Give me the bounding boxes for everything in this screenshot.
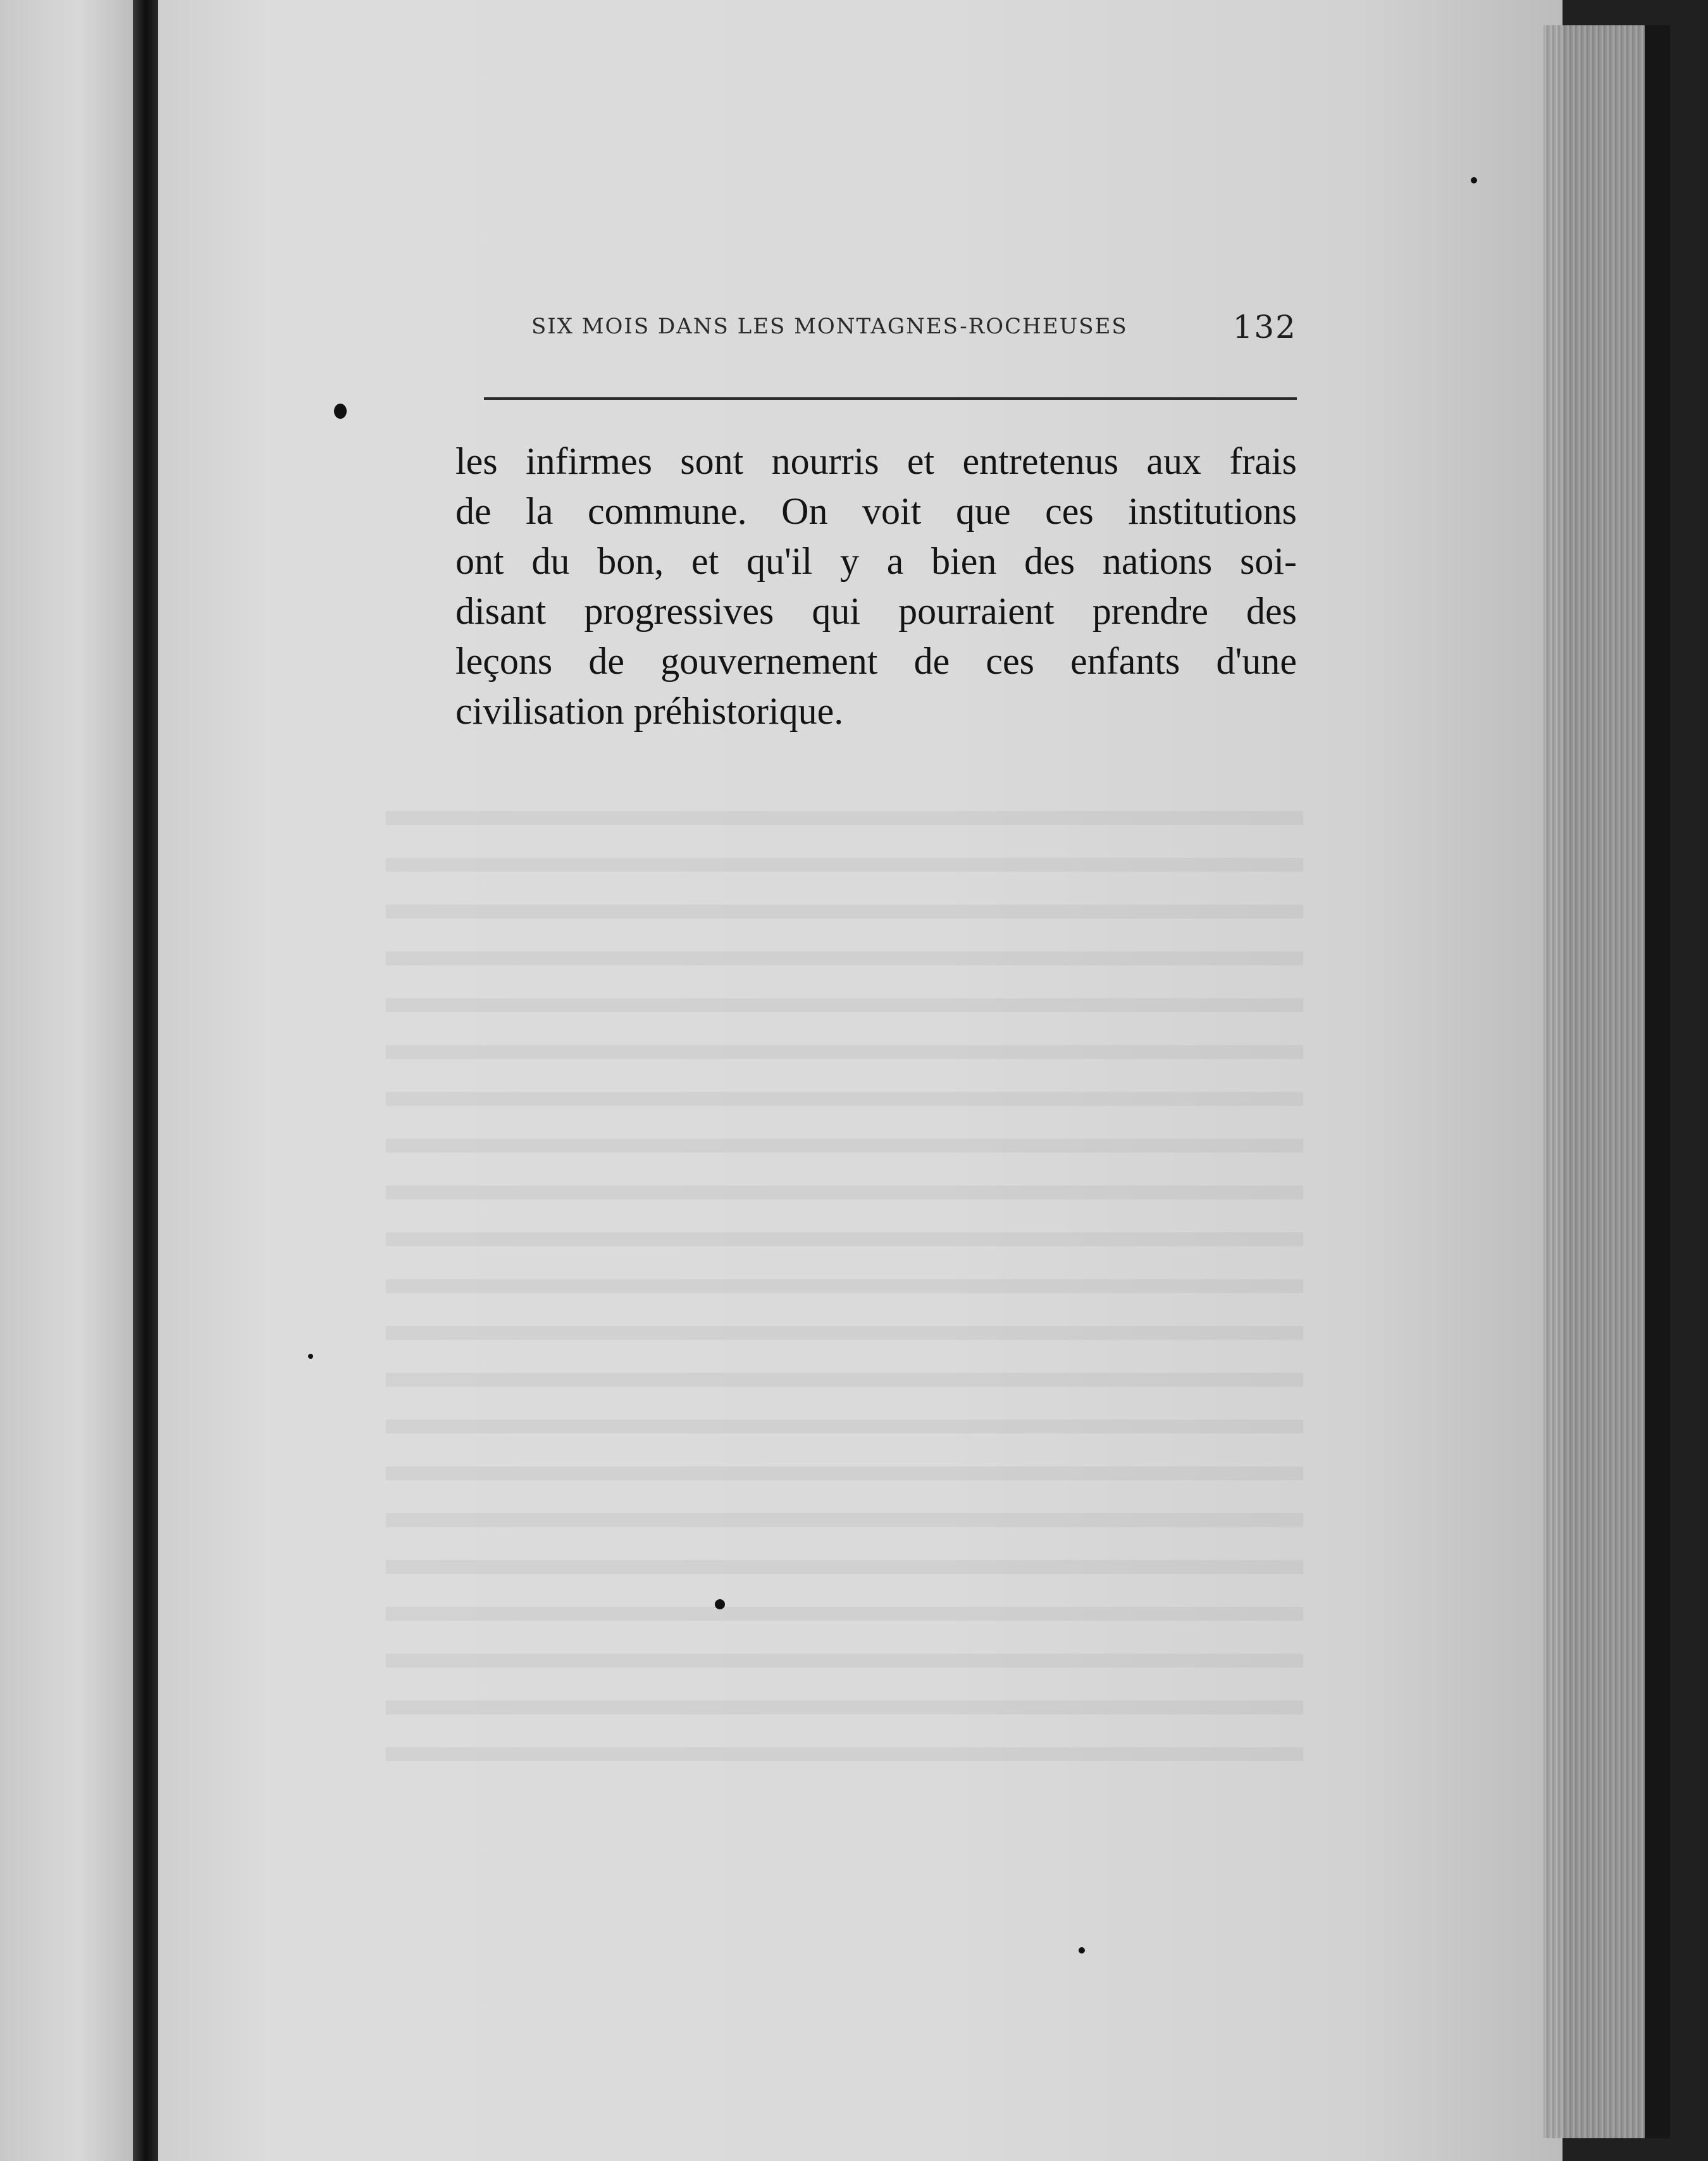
show-through-text	[386, 778, 1303, 1765]
text-line: ont du bon, et qu'il y a bien des nations soi-	[455, 540, 1297, 582]
text-line: disant progressives qui pourraient prendre des	[455, 590, 1297, 632]
text-line: les infirmes sont nourris et entretenus aux frais	[455, 440, 1297, 482]
text-line: leçons de gouvernement de ces enfants d'une	[455, 640, 1297, 682]
running-head: SIX MOIS DANS LES MONTAGNES-ROCHEUSES	[531, 314, 1128, 339]
left-page-edge	[0, 0, 133, 2161]
book-gutter	[133, 0, 158, 2161]
header-rule	[484, 397, 1297, 400]
dust-speck	[334, 404, 347, 419]
dust-speck	[1471, 177, 1477, 183]
body-paragraph	[455, 437, 1297, 736]
text-line: de la commune. On voit que ces institutions	[455, 490, 1297, 532]
text-line: civilisation préhistorique.	[455, 690, 844, 732]
page-block-edges	[1544, 25, 1670, 2138]
dust-speck	[1079, 1947, 1085, 1954]
dust-speck	[715, 1599, 725, 1609]
page-header	[455, 309, 1297, 366]
page-number: 132	[1232, 309, 1297, 345]
dust-speck	[308, 1354, 313, 1359]
